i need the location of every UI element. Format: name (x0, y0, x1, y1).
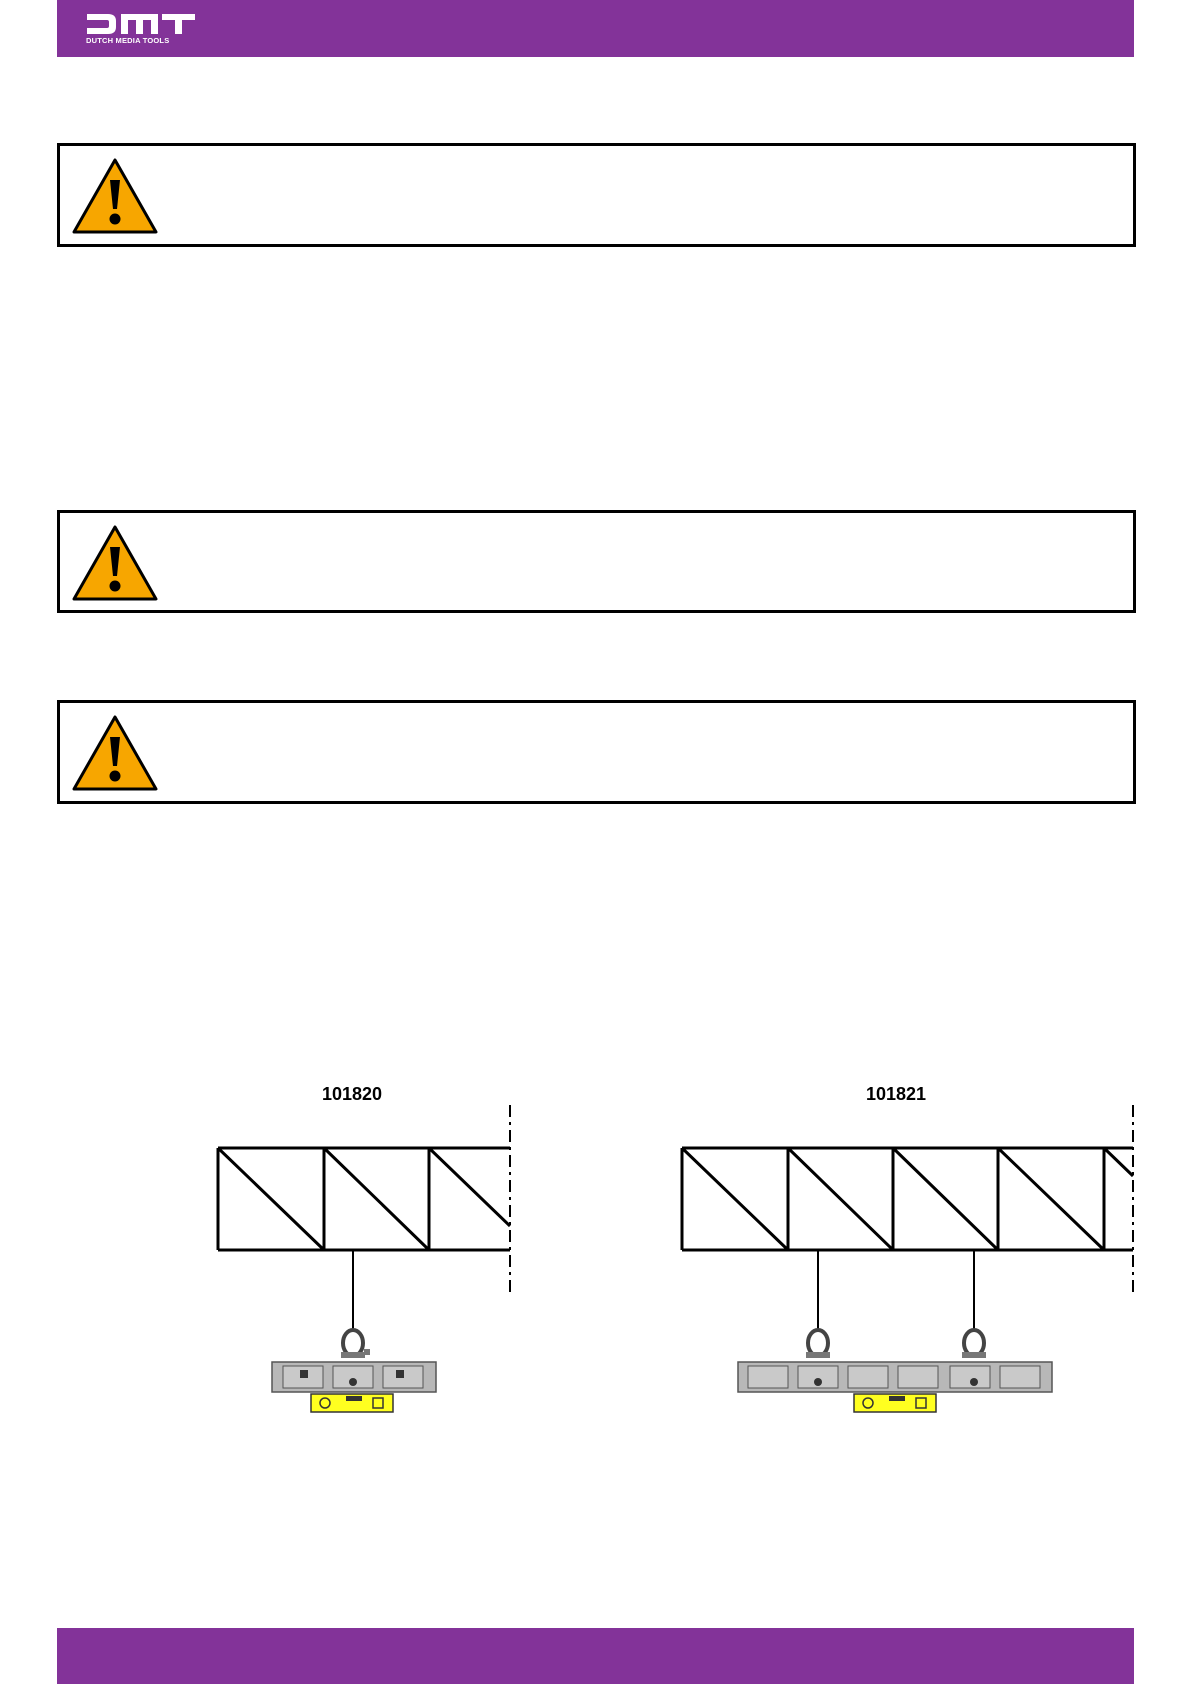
shackle-icon (341, 1330, 370, 1358)
fixture-bar (738, 1362, 1052, 1392)
warning-triangle-icon (70, 713, 160, 793)
warning-triangle-icon (70, 523, 160, 603)
spirit-level-icon (854, 1394, 936, 1412)
fixture-bar (272, 1362, 436, 1392)
warning-triangle-icon (70, 156, 160, 236)
logo-tagline: DUTCH MEDIA TOOLS (86, 36, 170, 45)
warning-box-3 (57, 700, 1136, 804)
shackle-icon (806, 1330, 830, 1358)
truss (218, 1148, 510, 1250)
brand-logo (86, 13, 196, 47)
header-bar (57, 0, 1134, 57)
truss-diagram-101821 (680, 1100, 1140, 1420)
shackle-icon (962, 1330, 986, 1358)
spirit-level-icon (311, 1394, 393, 1412)
warning-box-2 (57, 510, 1136, 613)
footer-bar (57, 1628, 1134, 1684)
truss (682, 1148, 1133, 1250)
warning-box-1 (57, 143, 1136, 247)
dmt-logo-icon (86, 13, 196, 35)
figure-caption-101820: 101820 (321, 1084, 383, 1104)
truss-diagram-101820 (200, 1100, 520, 1420)
figure-caption-101821: 101821 (865, 1084, 927, 1104)
